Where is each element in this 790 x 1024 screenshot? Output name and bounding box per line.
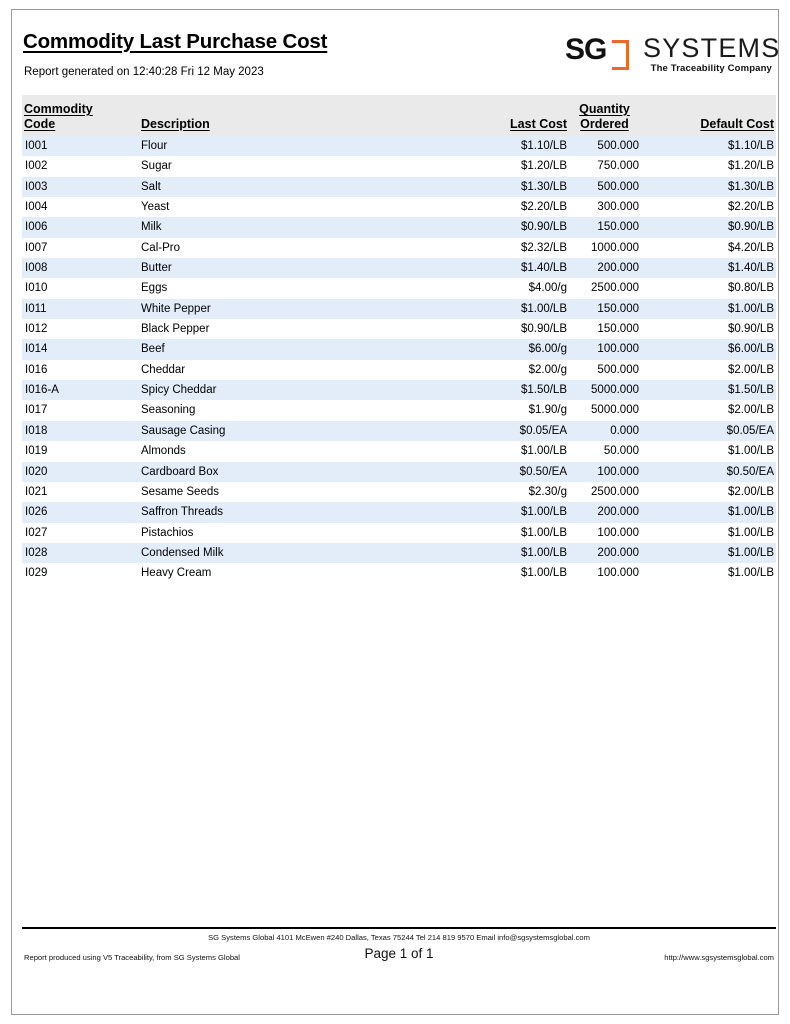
column-header-description: Description <box>141 117 210 131</box>
cell-description: Spicy Cheddar <box>141 384 217 397</box>
column-header-default-cost: Default Cost <box>700 117 774 131</box>
table-row <box>22 238 776 258</box>
cell-last-cost: $1.10/LB <box>520 140 567 152</box>
cell-quantity-ordered: 100.000 <box>597 567 639 580</box>
column-header-last-cost: Last Cost <box>510 117 567 131</box>
commodity-cost-table <box>22 95 776 584</box>
cell-default-cost: $0.90/LB <box>727 323 774 336</box>
sg-systems-logo <box>561 30 781 78</box>
cell-commodity-code: I016 <box>25 363 48 376</box>
cell-description: Salt <box>141 180 161 193</box>
cell-commodity-code: I008 <box>25 262 48 275</box>
cell-commodity-code: I001 <box>25 140 48 152</box>
cell-quantity-ordered: 150.000 <box>597 323 639 336</box>
cell-commodity-code: I002 <box>25 160 48 173</box>
cell-quantity-ordered: 1000.000 <box>591 241 639 254</box>
table-row <box>22 400 776 420</box>
cell-commodity-code: I014 <box>25 343 48 356</box>
column-header-quantity-line1: Quantity <box>579 102 630 116</box>
cell-last-cost: $0.05/EA <box>519 424 567 437</box>
logo-tagline: The Traceability Company <box>650 63 772 74</box>
cell-default-cost: $1.40/LB <box>727 262 774 275</box>
cell-default-cost: $1.50/LB <box>727 384 774 397</box>
column-header-commodity-code <box>24 102 134 132</box>
table-row <box>22 462 776 482</box>
cell-commodity-code: I028 <box>25 546 48 559</box>
cell-quantity-ordered: 200.000 <box>597 262 639 275</box>
page-content <box>12 10 781 1014</box>
cell-description: Condensed Milk <box>141 546 224 559</box>
column-header-commodity-code-line2: Code <box>24 117 56 131</box>
column-header-quantity-line2: Ordered <box>580 117 629 131</box>
cell-description: Sugar <box>141 160 172 173</box>
cell-description: Cal-Pro <box>141 241 180 254</box>
table-body <box>22 136 776 584</box>
cell-default-cost: $6.00/LB <box>727 343 774 356</box>
cell-quantity-ordered: 300.000 <box>597 201 639 214</box>
report-footer <box>22 927 776 1005</box>
cell-last-cost: $2.30/g <box>528 485 567 498</box>
cell-quantity-ordered: 200.000 <box>597 506 639 519</box>
footer-divider <box>22 927 776 929</box>
cell-default-cost: $1.00/LB <box>727 567 774 580</box>
cell-commodity-code: I018 <box>25 424 48 437</box>
cell-default-cost: $1.00/LB <box>727 526 774 539</box>
table-row <box>22 156 776 176</box>
cell-last-cost: $1.00/LB <box>520 302 567 315</box>
cell-commodity-code: I021 <box>25 485 48 498</box>
footer-website-link[interactable]: http://www.sgsystemsglobal.com <box>664 953 774 962</box>
cell-default-cost: $0.50/EA <box>726 465 774 478</box>
table-row <box>22 136 776 156</box>
cell-commodity-code: I019 <box>25 445 48 458</box>
cell-quantity-ordered: 500.000 <box>597 140 639 152</box>
cell-description: White Pepper <box>141 302 211 315</box>
cell-quantity-ordered: 200.000 <box>597 546 639 559</box>
report-header <box>12 10 781 88</box>
table-header-row <box>22 95 776 136</box>
cell-commodity-code: I011 <box>25 302 47 315</box>
footer-produced-by: Report produced using V5 Traceability, from SG Systems Global <box>24 953 240 962</box>
cell-last-cost: $1.00/LB <box>520 546 567 559</box>
cell-commodity-code: I016-A <box>25 384 59 397</box>
cell-description: Sesame Seeds <box>141 485 219 498</box>
cell-quantity-ordered: 500.000 <box>597 180 639 193</box>
cell-description: Milk <box>141 221 162 234</box>
cell-default-cost: $2.00/LB <box>727 363 774 376</box>
cell-description: Flour <box>141 140 168 152</box>
cell-default-cost: $2.00/LB <box>727 485 774 498</box>
cell-quantity-ordered: 2500.000 <box>591 282 639 295</box>
cell-commodity-code: I026 <box>25 506 48 519</box>
table-row <box>22 177 776 197</box>
table-row <box>22 563 776 583</box>
cell-last-cost: $1.00/LB <box>520 506 567 519</box>
cell-commodity-code: I027 <box>25 526 48 539</box>
cell-commodity-code: I020 <box>25 465 48 478</box>
logo-bracket-icon <box>612 40 629 70</box>
logo-systems-text: SYSTEMS <box>643 33 781 63</box>
cell-description: Butter <box>141 262 172 275</box>
cell-default-cost: $1.00/LB <box>727 302 774 315</box>
cell-description: Saffron Threads <box>141 506 224 519</box>
cell-last-cost: $2.20/LB <box>520 201 567 214</box>
table-row <box>22 441 776 461</box>
table-row <box>22 339 776 359</box>
cell-default-cost: $1.00/LB <box>727 506 774 519</box>
table-row <box>22 543 776 563</box>
cell-quantity-ordered: 100.000 <box>597 526 639 539</box>
table-row <box>22 482 776 502</box>
table-row <box>22 258 776 278</box>
cell-commodity-code: I006 <box>25 221 48 234</box>
cell-description: Beef <box>141 343 165 356</box>
cell-quantity-ordered: 2500.000 <box>591 485 639 498</box>
cell-quantity-ordered: 5000.000 <box>591 404 639 417</box>
cell-description: Sausage Casing <box>141 424 226 437</box>
cell-last-cost: $2.00/g <box>528 363 567 376</box>
table-row <box>22 360 776 380</box>
cell-description: Cardboard Box <box>141 465 219 478</box>
cell-last-cost: $1.90/g <box>528 404 567 417</box>
table-row <box>22 319 776 339</box>
cell-last-cost: $1.00/LB <box>520 445 567 458</box>
cell-description: Pistachios <box>141 526 194 539</box>
cell-last-cost: $1.00/LB <box>520 526 567 539</box>
cell-last-cost: $1.30/LB <box>520 180 567 193</box>
cell-default-cost: $4.20/LB <box>727 241 774 254</box>
table-row <box>22 299 776 319</box>
cell-quantity-ordered: 100.000 <box>597 343 639 356</box>
cell-quantity-ordered: 50.000 <box>603 445 639 458</box>
cell-commodity-code: I017 <box>25 404 48 417</box>
table-row <box>22 278 776 298</box>
cell-last-cost: $4.00/g <box>528 282 567 295</box>
cell-default-cost: $1.10/LB <box>727 140 774 152</box>
cell-default-cost: $0.80/LB <box>727 282 774 295</box>
cell-description: Yeast <box>141 201 170 214</box>
footer-page-number: Page 1 of 1 <box>364 946 434 961</box>
cell-description: Cheddar <box>141 363 186 376</box>
cell-quantity-ordered: 750.000 <box>597 160 639 173</box>
cell-default-cost: $1.00/LB <box>727 445 774 458</box>
cell-commodity-code: I004 <box>25 201 48 214</box>
column-header-commodity-code-line1: Commodity <box>24 102 93 116</box>
cell-commodity-code: I007 <box>25 241 48 254</box>
column-header-quantity-ordered <box>570 102 639 132</box>
cell-default-cost: $2.00/LB <box>727 404 774 417</box>
page-title: Commodity Last Purchase Cost <box>23 30 328 53</box>
cell-last-cost: $0.90/LB <box>520 221 567 234</box>
cell-default-cost: $1.00/LB <box>727 546 774 559</box>
cell-last-cost: $0.90/LB <box>520 323 567 336</box>
cell-default-cost: $0.05/EA <box>726 424 774 437</box>
cell-commodity-code: I012 <box>25 323 48 336</box>
cell-quantity-ordered: 100.000 <box>597 465 639 478</box>
cell-description: Almonds <box>141 445 186 458</box>
cell-default-cost: $1.30/LB <box>727 180 774 193</box>
logo-sg-mark: SG <box>565 33 607 66</box>
cell-last-cost: $1.20/LB <box>520 160 567 173</box>
cell-last-cost: $1.50/LB <box>520 384 567 397</box>
cell-quantity-ordered: 150.000 <box>597 221 639 234</box>
table-row <box>22 502 776 522</box>
cell-commodity-code: I003 <box>25 180 48 193</box>
cell-last-cost: $1.00/LB <box>520 567 567 580</box>
cell-last-cost: $0.50/EA <box>519 465 567 478</box>
cell-description: Eggs <box>141 282 168 295</box>
table-row <box>22 523 776 543</box>
cell-description: Heavy Cream <box>141 567 212 580</box>
cell-description: Black Pepper <box>141 323 210 336</box>
cell-last-cost: $2.32/LB <box>520 241 567 254</box>
cell-quantity-ordered: 500.000 <box>597 363 639 376</box>
table-row <box>22 217 776 237</box>
cell-commodity-code: I029 <box>25 567 48 580</box>
cell-last-cost: $1.40/LB <box>520 262 567 275</box>
report-generated-timestamp: Report generated on 12:40:28 Fri 12 May 2023 <box>24 66 264 78</box>
cell-default-cost: $2.20/LB <box>727 201 774 214</box>
cell-commodity-code: I010 <box>25 282 48 295</box>
table-row <box>22 380 776 400</box>
cell-quantity-ordered: 0.000 <box>610 424 639 437</box>
footer-company-address: SG Systems Global 4101 McEwen #240 Dallas, Texas 75244 Tel 214 819 9570 Email info@sgsystemsglobal.com <box>208 933 590 942</box>
cell-default-cost: $0.90/LB <box>727 221 774 234</box>
cell-description: Seasoning <box>141 404 196 417</box>
cell-quantity-ordered: 150.000 <box>597 302 639 315</box>
table-row <box>22 421 776 441</box>
cell-last-cost: $6.00/g <box>528 343 567 356</box>
cell-quantity-ordered: 5000.000 <box>591 384 639 397</box>
table-row <box>22 197 776 217</box>
cell-default-cost: $1.20/LB <box>727 160 774 173</box>
